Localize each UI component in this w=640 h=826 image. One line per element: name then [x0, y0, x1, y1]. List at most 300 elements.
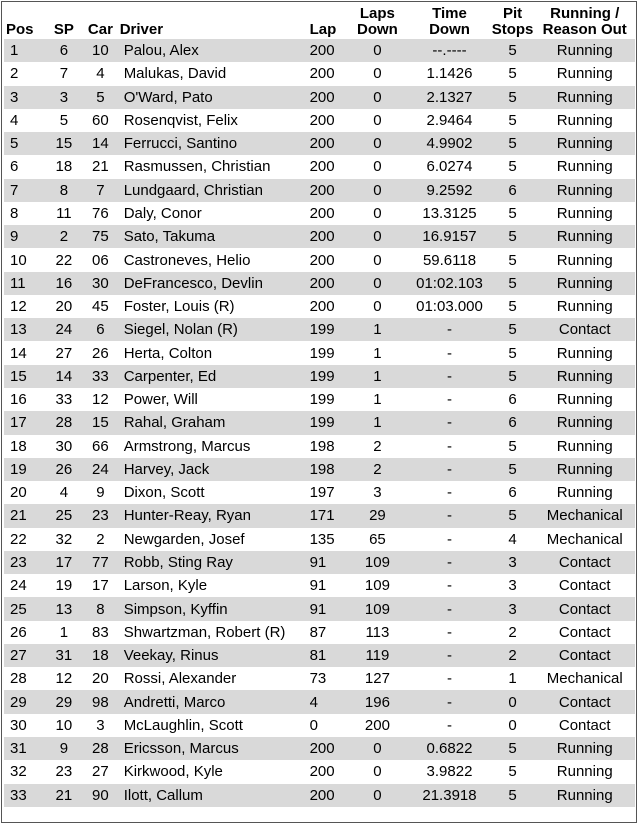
cell-driver: Ericsson, Marcus: [120, 737, 306, 760]
cell-laps-down: 0: [347, 272, 409, 295]
cell-pit-stops: 5: [491, 225, 535, 248]
cell-sp: 27: [55, 344, 73, 362]
cell-time-down: -: [447, 623, 452, 641]
cell-lap: 197: [309, 484, 335, 502]
cell-driver: Ferrucci, Santino: [120, 132, 306, 155]
cell-laps-down: 0: [347, 784, 409, 807]
cell-driver: Sato, Takuma: [120, 225, 306, 248]
cell-time-down: 21.3918: [408, 784, 490, 807]
cell-lap: 0: [309, 716, 318, 734]
cell-lap: 81: [306, 644, 347, 667]
cell-laps-down: 0: [347, 225, 409, 248]
cell-sp: 26: [47, 458, 81, 481]
cell-sp: 29: [47, 690, 81, 713]
cell-time-down: -: [408, 365, 490, 388]
cell-time-down: -: [447, 716, 452, 734]
table-row: [4, 86, 635, 109]
table-header: [4, 2, 635, 39]
cell-driver: Palou, Alex: [120, 39, 306, 62]
cell-driver: Kirkwood, Kyle: [123, 763, 223, 781]
cell-driver: O'Ward, Pato: [120, 86, 306, 109]
table-row: [4, 644, 635, 667]
table-row: [4, 365, 635, 388]
cell-driver: Rasmussen, Christian: [123, 158, 271, 176]
cell-car: 66: [92, 437, 109, 455]
cell-car: 5: [81, 86, 120, 109]
table-row: [4, 155, 635, 178]
cell-car: 20: [92, 670, 109, 688]
cell-laps-down: 0: [373, 763, 382, 781]
cell-car: 24: [81, 458, 120, 481]
cell-lap: 87: [309, 623, 327, 641]
cell-laps-down: 29: [347, 504, 409, 527]
cell-sp: 2: [47, 225, 81, 248]
cell-sp: 11: [56, 204, 72, 222]
cell-car: 18: [81, 644, 120, 667]
header-time-down-line2: Down: [429, 21, 470, 38]
table-row: [4, 132, 635, 155]
table-row: [4, 179, 635, 202]
cell-pos: 5: [4, 132, 47, 155]
cell-sp: 13: [47, 597, 81, 620]
cell-lap: 200: [309, 763, 335, 781]
cell-pit-stops: 5: [491, 737, 535, 760]
cell-pit-stops: 6: [508, 484, 517, 502]
cell-status: Running: [534, 737, 635, 760]
cell-laps-down: 65: [369, 530, 386, 548]
cell-status: Contact: [534, 551, 635, 574]
cell-pos: 20: [10, 484, 27, 502]
cell-status: Running: [556, 65, 613, 83]
cell-pit-stops: 3: [491, 597, 535, 620]
cell-laps-down: 1: [373, 344, 382, 362]
cell-laps-down: 1: [347, 411, 409, 434]
cell-lap: 200: [306, 784, 347, 807]
table-row: [4, 690, 635, 713]
cell-pit-stops: 5: [508, 437, 517, 455]
table-row: [4, 760, 635, 783]
table-row: [4, 574, 635, 597]
cell-status: Contact: [534, 690, 635, 713]
cell-status: Running: [534, 272, 635, 295]
table-row: [4, 341, 635, 364]
cell-car: 75: [81, 225, 120, 248]
cell-driver: Armstrong, Marcus: [123, 437, 251, 455]
table-row: [4, 737, 635, 760]
cell-pos: 23: [4, 551, 47, 574]
cell-laps-down: 1: [347, 365, 409, 388]
cell-pos: 10: [10, 251, 27, 269]
cell-sp: 28: [47, 411, 81, 434]
table-row: [4, 248, 635, 271]
cell-time-down: -: [447, 670, 452, 688]
cell-pit-stops: 2: [508, 623, 517, 641]
cell-time-down: -: [408, 690, 490, 713]
cell-time-down: -: [408, 644, 490, 667]
cell-time-down: --.----: [408, 39, 490, 62]
table-row: [4, 621, 635, 644]
cell-car: 23: [81, 504, 120, 527]
cell-car: 90: [81, 784, 120, 807]
cell-laps-down: 2: [373, 437, 382, 455]
cell-time-down: 1.1426: [426, 65, 473, 83]
cell-pit-stops: 6: [491, 179, 535, 202]
cell-time-down: 6.0274: [426, 158, 473, 176]
table-row: [4, 411, 635, 434]
cell-pos: 18: [10, 437, 27, 455]
cell-status: Running: [534, 39, 635, 62]
cell-lap: 199: [306, 365, 347, 388]
header-laps-down: [347, 2, 409, 39]
cell-lap: 199: [309, 391, 335, 409]
cell-pos: 13: [4, 318, 47, 341]
cell-sp: 7: [59, 65, 69, 83]
table-row: [4, 504, 635, 527]
cell-lap: 200: [306, 132, 347, 155]
cell-laps-down: 200: [364, 716, 390, 734]
cell-laps-down: 0: [347, 179, 409, 202]
header-status-line1: Running /: [550, 5, 620, 22]
cell-lap: 135: [309, 530, 335, 548]
cell-driver: Castroneves, Helio: [123, 251, 251, 269]
cell-time-down: 13.3125: [422, 204, 477, 222]
cell-pos: 26: [10, 623, 27, 641]
cell-sp: 10: [55, 716, 73, 734]
cell-sp: 25: [47, 504, 81, 527]
cell-time-down: -: [408, 551, 490, 574]
cell-lap: 200: [309, 298, 335, 316]
cell-driver: Herta, Colton: [123, 344, 213, 362]
cell-pit-stops: 5: [508, 344, 517, 362]
cell-pos: 27: [4, 644, 47, 667]
cell-driver: DeFrancesco, Devlin: [120, 272, 306, 295]
cell-pit-stops: 5: [508, 251, 517, 269]
cell-time-down: -: [447, 577, 452, 595]
cell-status: Running: [556, 158, 613, 176]
cell-status: Contact: [558, 623, 611, 641]
cell-driver: Simpson, Kyffin: [120, 597, 306, 620]
header-pit-line1: Pit: [502, 5, 523, 22]
cell-lap: 199: [306, 411, 347, 434]
cell-time-down: -: [408, 504, 490, 527]
cell-driver: Hunter-Reay, Ryan: [120, 504, 306, 527]
cell-driver: Foster, Louis (R): [123, 298, 235, 316]
cell-laps-down: 1: [373, 391, 382, 409]
header-status-line2: Reason Out: [542, 21, 627, 38]
cell-laps-down: 196: [347, 690, 409, 713]
cell-pit-stops: 0: [508, 716, 517, 734]
cell-driver: Ilott, Callum: [120, 784, 306, 807]
cell-driver: Shwartzman, Robert (R): [123, 623, 286, 641]
cell-car: 83: [92, 623, 109, 641]
cell-pit-stops: 6: [491, 411, 535, 434]
cell-lap: 91: [309, 577, 327, 595]
cell-car: 21: [92, 158, 109, 176]
cell-lap: 91: [306, 551, 347, 574]
cell-pit-stops: 6: [508, 391, 517, 409]
header-pit-line2: Stops: [491, 21, 534, 38]
cell-status: Running: [534, 458, 635, 481]
cell-laps-down: 0: [347, 39, 409, 62]
cell-laps-down: 0: [373, 251, 382, 269]
table-row: [4, 435, 635, 458]
cell-pit-stops: 5: [508, 111, 517, 129]
cell-status: Running: [556, 298, 613, 316]
cell-status: Running: [556, 111, 613, 129]
cell-car: 14: [81, 132, 120, 155]
cell-driver: Dixon, Scott: [123, 484, 205, 502]
cell-pit-stops: 5: [508, 65, 517, 83]
cell-lap: 198: [309, 437, 335, 455]
header-pit-stops: [491, 2, 535, 39]
cell-time-down: 2.1327: [408, 86, 490, 109]
cell-pit-stops: 1: [508, 670, 517, 688]
cell-pos: 16: [10, 391, 27, 409]
cell-sp: 1: [59, 623, 69, 641]
header-time-down: [408, 2, 490, 39]
cell-driver: Carpenter, Ed: [120, 365, 306, 388]
cell-time-down: 0.6822: [408, 737, 490, 760]
cell-car: 3: [96, 716, 105, 734]
cell-pos: 7: [4, 179, 47, 202]
cell-laps-down: 0: [347, 132, 409, 155]
cell-time-down: 4.9902: [408, 132, 490, 155]
cell-sp: 14: [47, 365, 81, 388]
cell-status: Contact: [534, 644, 635, 667]
cell-driver: Rahal, Graham: [120, 411, 306, 434]
cell-time-down: 59.6118: [422, 251, 477, 269]
cell-status: Running: [556, 391, 613, 409]
cell-pos: 14: [10, 344, 27, 362]
cell-pos: 15: [4, 365, 47, 388]
cell-pos: 21: [4, 504, 47, 527]
cell-sp: 19: [55, 577, 73, 595]
cell-pit-stops: 5: [491, 272, 535, 295]
cell-pos: 8: [10, 204, 19, 222]
cell-pit-stops: 3: [491, 551, 535, 574]
cell-car: 45: [92, 298, 109, 316]
cell-pit-stops: 5: [508, 763, 517, 781]
cell-status: Running: [534, 784, 635, 807]
cell-pit-stops: 5: [491, 784, 535, 807]
cell-sp: 15: [47, 132, 81, 155]
cell-pit-stops: 5: [508, 158, 517, 176]
cell-sp: 3: [47, 86, 81, 109]
table-row: [4, 109, 635, 132]
cell-car: 30: [81, 272, 120, 295]
cell-lap: 200: [306, 737, 347, 760]
table-row: [4, 388, 635, 411]
cell-car: 7: [81, 179, 120, 202]
cell-sp: 22: [55, 251, 73, 269]
cell-car: 17: [92, 577, 109, 595]
cell-car: 06: [92, 251, 109, 269]
cell-driver: Robb, Sting Ray: [120, 551, 306, 574]
cell-driver: Rosenqvist, Felix: [123, 111, 238, 129]
cell-lap: 200: [306, 86, 347, 109]
cell-sp: 16: [47, 272, 81, 295]
cell-sp: 17: [47, 551, 81, 574]
header-time-down-line1: Time: [432, 5, 467, 22]
cell-status: Running: [534, 225, 635, 248]
cell-status: Running: [556, 437, 613, 455]
table-row: [4, 597, 635, 620]
cell-status: Running: [534, 411, 635, 434]
cell-sp: 33: [55, 391, 73, 409]
cell-car: 6: [81, 318, 120, 341]
cell-pit-stops: 5: [491, 39, 535, 62]
cell-time-down: -: [447, 437, 452, 455]
cell-sp: 6: [47, 39, 81, 62]
table-row: [4, 225, 635, 248]
cell-lap: 171: [306, 504, 347, 527]
cell-laps-down: 0: [373, 65, 382, 83]
cell-lap: 91: [306, 597, 347, 620]
cell-pos: 31: [4, 737, 47, 760]
table-row: [4, 528, 635, 551]
cell-status: Mechanical: [534, 504, 635, 527]
cell-laps-down: 3: [373, 484, 382, 502]
cell-laps-down: 1: [347, 318, 409, 341]
header-status: [534, 2, 635, 39]
cell-time-down: -: [447, 344, 452, 362]
cell-time-down: 01:02.103: [408, 272, 490, 295]
cell-pit-stops: 5: [491, 86, 535, 109]
cell-status: Running: [556, 763, 613, 781]
cell-sp: 32: [55, 530, 73, 548]
table-row: [4, 272, 635, 295]
cell-status: Running: [556, 344, 613, 362]
cell-car: 76: [92, 204, 109, 222]
cell-sp: 31: [47, 644, 81, 667]
cell-lap: 200: [309, 251, 335, 269]
cell-driver: Lundgaard, Christian: [120, 179, 306, 202]
header-driver: Driver: [119, 21, 164, 38]
cell-laps-down: 0: [373, 111, 382, 129]
cell-sp: 4: [59, 484, 69, 502]
cell-pit-stops: 5: [491, 504, 535, 527]
cell-pit-stops: 3: [508, 577, 517, 595]
cell-driver: McLaughlin, Scott: [123, 716, 243, 734]
cell-car: 98: [81, 690, 120, 713]
cell-lap: 200: [309, 204, 335, 222]
header-laps-down-line2: Down: [356, 21, 398, 38]
table-row: [4, 295, 635, 318]
cell-pit-stops: 5: [491, 318, 535, 341]
cell-sp: 12: [55, 670, 73, 688]
cell-time-down: 3.9822: [426, 763, 473, 781]
cell-pos: 25: [4, 597, 47, 620]
table-row: [4, 667, 635, 690]
cell-driver: Malukas, David: [123, 65, 227, 83]
cell-car: 77: [81, 551, 120, 574]
cell-sp: 18: [55, 158, 73, 176]
cell-time-down: -: [447, 530, 452, 548]
cell-car: 28: [81, 737, 120, 760]
cell-pit-stops: 5: [491, 365, 535, 388]
cell-status: Contact: [558, 577, 611, 595]
cell-driver: Daly, Conor: [123, 204, 202, 222]
table-row: [4, 714, 635, 737]
cell-pit-stops: 5: [491, 132, 535, 155]
cell-car: 4: [96, 65, 105, 83]
cell-lap: 200: [309, 158, 335, 176]
cell-laps-down: 119: [347, 644, 409, 667]
cell-time-down: 16.9157: [408, 225, 490, 248]
cell-laps-down: 109: [364, 577, 390, 595]
cell-driver: Newgarden, Josef: [123, 530, 245, 548]
cell-pos: 3: [4, 86, 47, 109]
cell-pos: 4: [10, 111, 19, 129]
cell-time-down: -: [408, 318, 490, 341]
cell-pos: 29: [4, 690, 47, 713]
cell-lap: 199: [306, 318, 347, 341]
cell-laps-down: 0: [373, 204, 382, 222]
cell-lap: 200: [309, 111, 335, 129]
cell-car: 15: [81, 411, 120, 434]
table-row: [4, 458, 635, 481]
cell-status: Contact: [534, 318, 635, 341]
cell-driver: Veekay, Rinus: [120, 644, 306, 667]
cell-driver: Larson, Kyle: [123, 577, 208, 595]
cell-laps-down: 109: [347, 551, 409, 574]
cell-status: Running: [534, 132, 635, 155]
cell-lap: 200: [306, 179, 347, 202]
cell-laps-down: 0: [347, 86, 409, 109]
cell-sp: 21: [47, 784, 81, 807]
cell-status: Contact: [534, 597, 635, 620]
table-row: [4, 784, 635, 807]
cell-laps-down: 127: [364, 670, 390, 688]
cell-pos: 9: [4, 225, 47, 248]
cell-car: 10: [81, 39, 120, 62]
table-row: [4, 481, 635, 504]
cell-pos: 1: [4, 39, 47, 62]
cell-status: Contact: [558, 716, 611, 734]
cell-lap: 198: [306, 458, 347, 481]
cell-lap: 200: [309, 65, 335, 83]
cell-driver: Harvey, Jack: [120, 458, 306, 481]
cell-time-down: -: [408, 597, 490, 620]
cell-lap: 200: [306, 272, 347, 295]
cell-status: Mechanical: [546, 530, 623, 548]
cell-sp: 24: [47, 318, 81, 341]
cell-lap: 199: [309, 344, 335, 362]
cell-car: 33: [81, 365, 120, 388]
cell-pos: 28: [10, 670, 27, 688]
header-sp: SP: [53, 21, 74, 38]
cell-pos: 32: [10, 763, 27, 781]
cell-lap: 200: [306, 225, 347, 248]
cell-lap: 200: [306, 39, 347, 62]
cell-pos: 2: [10, 65, 19, 83]
cell-pos: 30: [10, 716, 27, 734]
cell-time-down: -: [447, 391, 452, 409]
cell-sp: 23: [55, 763, 73, 781]
cell-sp: 5: [59, 111, 69, 129]
cell-laps-down: 0: [373, 298, 382, 316]
cell-sp: 9: [47, 737, 81, 760]
cell-driver: Power, Will: [123, 391, 198, 409]
cell-time-down: 01:03.000: [416, 298, 483, 316]
cell-car: 60: [92, 111, 109, 129]
cell-time-down: 2.9464: [426, 111, 473, 129]
cell-laps-down: 113: [365, 623, 390, 641]
cell-car: 27: [92, 763, 109, 781]
cell-time-down: -: [447, 484, 452, 502]
cell-pos: 33: [4, 784, 47, 807]
cell-status: Mechanical: [546, 670, 623, 688]
